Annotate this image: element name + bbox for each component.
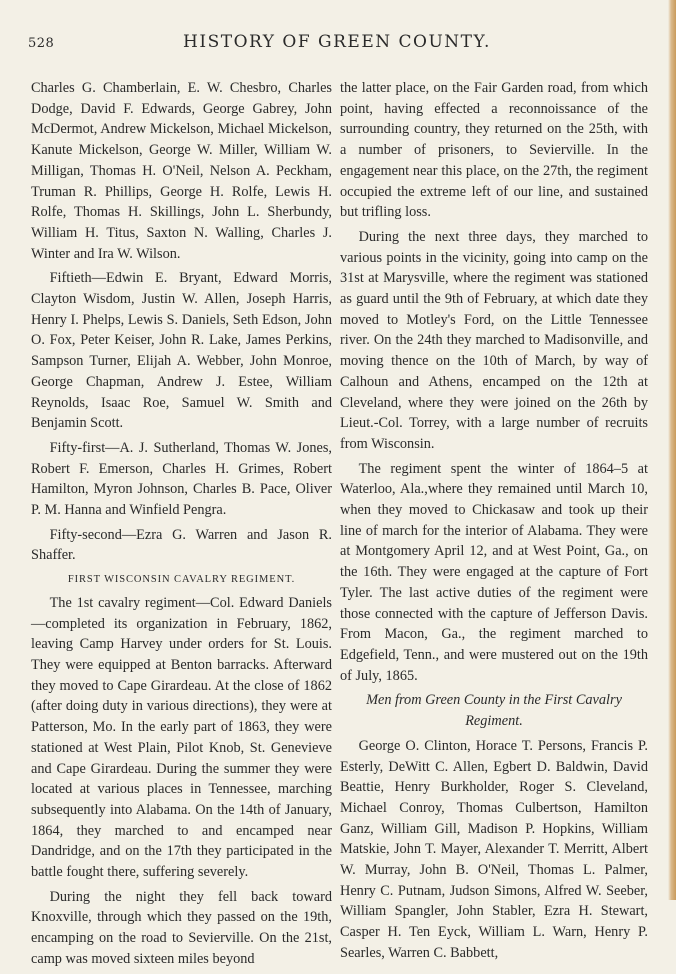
page-edge [668, 0, 676, 900]
page-header [28, 30, 646, 54]
subsection-heading: Men from Green County in the First Cavalry Regiment. [366, 692, 622, 730]
paragraph: During the next three days, they marched to various points in the vicinity, going into camp on the 31st at Marysville, where the regiment was stationed as guard until the 9th of February, at which date they moved to Motley's Ford, on the Little Tennessee river. On the 24th they marched to Madisonville, and moving thence on the 10th of March, by way of Calhoun and Athens, encamped on the 12th at Cleveland, where they were joined on the 26th by Lieut.-Col. Torrey, with a large number of recruits from Wisconsin. [340, 228, 648, 452]
page-number: 528 [28, 36, 55, 51]
right-column [340, 78, 648, 968]
paragraph: Fifty-first—A. J. Sutherland, Thomas W. Jones, Robert F. Emerson, Charles H. Grimes, Robert Hamilton, Myron Johnson, Charles B. Pace, Oliver P. M. Hanna and Winfield Pengra. [31, 439, 332, 519]
paragraph: The 1st cavalry regiment—Col. Edward Daniels—completed its organization in February, 1862, leaving Camp Harvey under orders for St. Louis. They were equipped at Benton barracks. Afterward they moved to Cape Girardeau. At the close of 1862 (after doing duty in various directions), they were at Patterson, Mo. In the early part of 1863, they were stationed at West Plain, Pilot Knob, St. Genevieve and Cape Girardeau. During the summer they were located at various places in Tennessee, marching subsequently into Alabama. On the 14th of January, 1864, they marched to and encamped near Dandridge, and on the 17th they participated in the battle fought there, suffering severely. [31, 594, 332, 881]
paragraph: the latter place, on the Fair Garden road, from which point, having effected a reconnoissance of the surrounding country, they returned on the 25th, with a number of prisoners, to Sevierville. In the engagement near this place, on the 27th, the regiment occupied the extreme left of our line, and sustained but trifling loss. [340, 80, 648, 221]
paragraph: Fifty-second—Ezra G. Warren and Jason R. Shaffer. [31, 526, 332, 564]
section-heading: FIRST WISCONSIN CAVALRY REGIMENT. [67, 574, 296, 586]
paragraph: The regiment spent the winter of 1864–5 at Waterloo, Ala.,where they remained until March 10, when they moved to Chickasaw and took up their line of march for the interior of Alabama. They were at Montgomery April 12, and at West Point, Ga., on the 16th. They were engaged at the capture of Fort Tyler. The last active duties of the regiment were those connected with the capture of Jefferson Davis. From Macon, Ga., the regiment marched to Edgefield, Tenn., and were mustered out on the 19th of July, 1865. [340, 460, 648, 684]
paragraph: During the night they fell back toward Knoxville, through which they passed on the 19th, encamping on the road to Sevierville. On the 21st, camp was moved sixteen miles beyond [31, 888, 332, 967]
paragraph: Charles G. Chamberlain, E. W. Chesbro, Charles Dodge, David F. Edwards, George Gabrey, John McDermot, Andrew Mickelson, Michael Mickelson, Kanute Mickelson, George W. Miller, William W. Milligan, Thomas H. O'Neil, Nelson A. Peckham, Truman R. Phillips, George H. Rolfe, Lewis H. Rolfe, Thomas H. Skillings, John L. Sherbundy, William H. Titus, Saxton N. Walling, Charles J. Winter and Ira W. Wilson. [31, 80, 332, 262]
left-column [31, 78, 332, 974]
paragraph: Fiftieth—Edwin E. Bryant, Edward Morris, Clayton Wisdom, Justin W. Allen, Joseph Harris, Henry I. Phelps, Lewis S. Daniels, Seth Edson, John O. Fox, Peter Keiser, John R. Lake, James Perkins, Sampson Turner, Elijah A. Webber, John Monroe, George Chapman, Andrew J. Estee, William Reynolds, Isaac Roe, Samuel W. Smith and Benjamin Scott. [31, 270, 332, 432]
running-title: HISTORY OF GREEN COUNTY. [183, 32, 491, 52]
paragraph: George O. Clinton, Horace T. Persons, Francis P. Esterly, DeWitt C. Allen, Egbert D. Baldwin, David Beattie, Henry Burkholder, Roger S. Cleveland, Michael Conroy, Thomas Culbertson, Hamilton Ganz, William Gill, Madison P. Hopkins, William Matskie, John T. Mayer, Alexander T. Merritt, Albert W. Murray, John B. O'Neil, Thomas L. Palmer, Henry C. Putnam, Judson Simons, Alfred W. Seeber, William Spangler, John Stabler, Ezra H. Stewart, Casper H. Ten Eyck, William L. Warn, Henry P. Searles, Warren C. Babbett, [340, 737, 648, 961]
